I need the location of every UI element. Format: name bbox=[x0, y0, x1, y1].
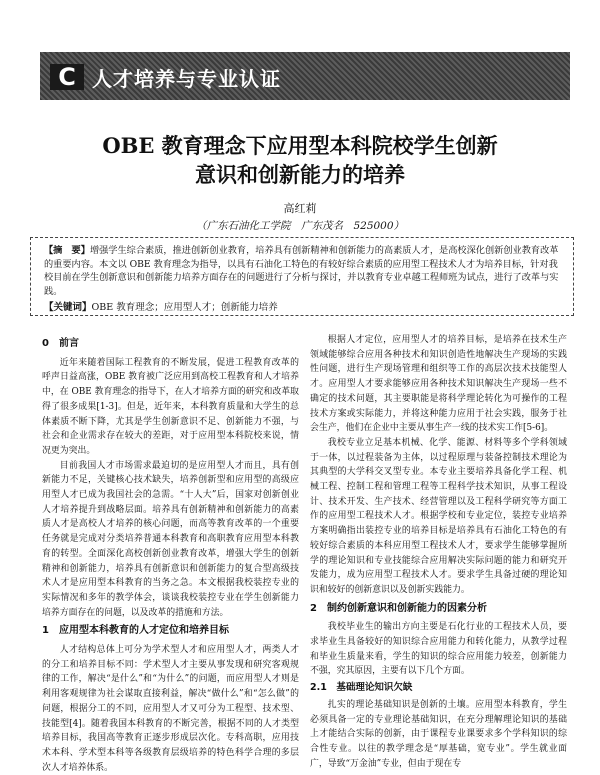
paragraph: 我校毕业生的输出方向主要是石化行业的工程技术人员，要求毕业生具备较好的知识综合应用能力和转化能力，从教学过程和毕业生质量来看，学生的知识的综合应用能力较差，创新能力不强，究其原因，主要有以下几个方面。 bbox=[310, 622, 567, 677]
heading-section1: 1 应用型本科教育的人才定位和培养目标 bbox=[42, 625, 229, 637]
paragraph: 扎实的理论基础知识是创新的土壤。应用型本科教育，学生必须具备一定的专业理论基础知识，在充分理解理论知识的基础上才能结合实际的创新，由于课程专业课要求多个学科知识的综合性专业。以往的教学理念是“厚基础，宽专业”。学生就业面广，导致“万金油”专业，但由于现在专 bbox=[310, 699, 567, 769]
affiliation: （广东石油化工学院 广东茂名 525000） bbox=[195, 220, 405, 232]
paragraph: 近年来随着国际工程教育的不断发展，促进工程教育改革的呼声日益高涨，OBE 教育被广泛应用到高校工程教育和人才培养中，在 OBE 教育理念的指导下，在人才培养方面的研究和改革取得了很多成果[1-3]。但是，近年来，本科教育质量和大学生的总体素质不断下降，尤其是学生创新意识不足、创新能力不强，与社会和企业需求存在较大的差距，对于应用型本科院校来说，情况更为突出。 bbox=[42, 357, 299, 456]
section-title: 人才培养与专业认证 bbox=[92, 66, 281, 91]
paragraph: 目前我国人才市场需求最迫切的是应用型人才而且，具有创新能力不足，关键核心技术缺失，培养创新型和应用型的高级应用型人才已成为我国社会的急需。“十人大”后，国家对创新创业人才培养提升到战略层面。培养具有创新精神和创新能力的高素质人才是高校人才培养的核心问题，而高等教育改革的一个重要任务就是完成对分类培养普通本科教育和高职教育应用型本科教育的转型。全面深化高校创新创业教育改革，增强大学生的创新精神和创新能力，培养具有创新意识和创新能力的复合型高级技术人才是应用型本科教育的当务之急。本文根据我校装控专业的实际情况和多年的教学体会，谈谈我校装控专业在学生创新能力培养方面存在的问题，以及改革的措施和方法。 bbox=[42, 460, 299, 618]
paper-title-line2: 意识和创新能力的培养 bbox=[195, 162, 405, 187]
author: 高红莉 bbox=[283, 202, 317, 215]
abstract-text: 增强学生综合素质，推进创新创业教育，培养具有创新精神和创新能力的高素质人才，是高校深化创新创业教育改革的重要内容。本文以 OBE 教育理念为指导，以具有石油化工特色的有较好综合素质的应用型工程技术人才为培养目标，针对我校目前在学生创新意识和创新能力培养方面存在的问题进行了分析与探讨，并以教育专业卓越工程师班为试点，进行了改革与实践。 bbox=[44, 245, 559, 297]
keywords-label: 【关键词】 bbox=[44, 302, 92, 313]
paragraph: 人才结构总体上可分为学术型人才和应用型人才，两类人才的分工和培养目标不同：学术型人才主要从事发现和研究客观规律的工作，解决“是什么”和“为什么”的问题，而应用型人才则是利用客观规律为社会谋取直接利益，解决“做什么”和“怎么做”的问题，根据分工的不同，应用型人才又可分为工程型、技术型、技能型[4]。随着我国本科教育的不断完善，根据不同的人才类型培养目标，我国高等教育正逐步形成层次化。专科高职，应用技术本科、学术型本科等各级教育层级培养的特色科学合理的多层次人才培养体系。 bbox=[42, 645, 299, 773]
left-column bbox=[42, 333, 299, 775]
right-column bbox=[310, 333, 567, 771]
paragraph: 根据人才定位，应用型人才的培养目标，是培养在技术生产领域能够综合应用各种技术和知识创造性地解决生产现场的实践性问题，进行生产现场管理和组织等工作的高层次技术技能型人才。应用型人才要求能够应用各种技术知识解决生产现场一些不确定的技术问题，其主要职能是将科学理论转化为可操作的工程技术方案或实际能力，并将这种能力应用于社会实践，服务于社会生产，他们在企业中主要从事生产一线的技术实工作[5-6]。 bbox=[310, 335, 567, 434]
section-letter: C bbox=[50, 64, 84, 90]
section-banner bbox=[40, 52, 570, 100]
abstract bbox=[44, 244, 559, 298]
abstract-label: 【摘 要】 bbox=[44, 245, 90, 256]
keywords-text: OBE 教育理念；应用型人才；创新能力培养 bbox=[91, 302, 278, 313]
paragraph: 我校专业立足基本机械、化学、能源、材料等多个学科领域于一体，以过程装备为主体，以过程原理与装备控制技术理论为其典型的大学科交叉型专业。本专业主要培养具备化学工程、机械工程、控制工程和管理工程等工程科学技术知识，从事工程设计、技术开发、生产技术、经营管理以及工程科学研究等方面工作的应用型工程技术人才。根据学校和专业定位，装控专业培养方案明确指出装控专业的培养目标是培养具有石油化工特色的有较好综合素质的本科应用型工程技术人才，要求学生能够掌握所学的理论知识和专业技能综合应用解决实际问题的能力和研究开发能力，成为应用型工程技术人才。要求学生具备过硬的理论知识和较好的创新意识以及创新实践能力。 bbox=[310, 437, 567, 595]
heading-section2: 2 制约创新意识和创新能力的因素分析 bbox=[310, 602, 487, 614]
keywords bbox=[44, 299, 559, 313]
heading-section2-1: 2.1 基础理论知识欠缺 bbox=[310, 682, 413, 694]
paper-title-line1: OBE 教育理念下应用型本科院校学生创新 bbox=[102, 133, 498, 158]
heading-intro: 0 前言 bbox=[42, 338, 79, 349]
